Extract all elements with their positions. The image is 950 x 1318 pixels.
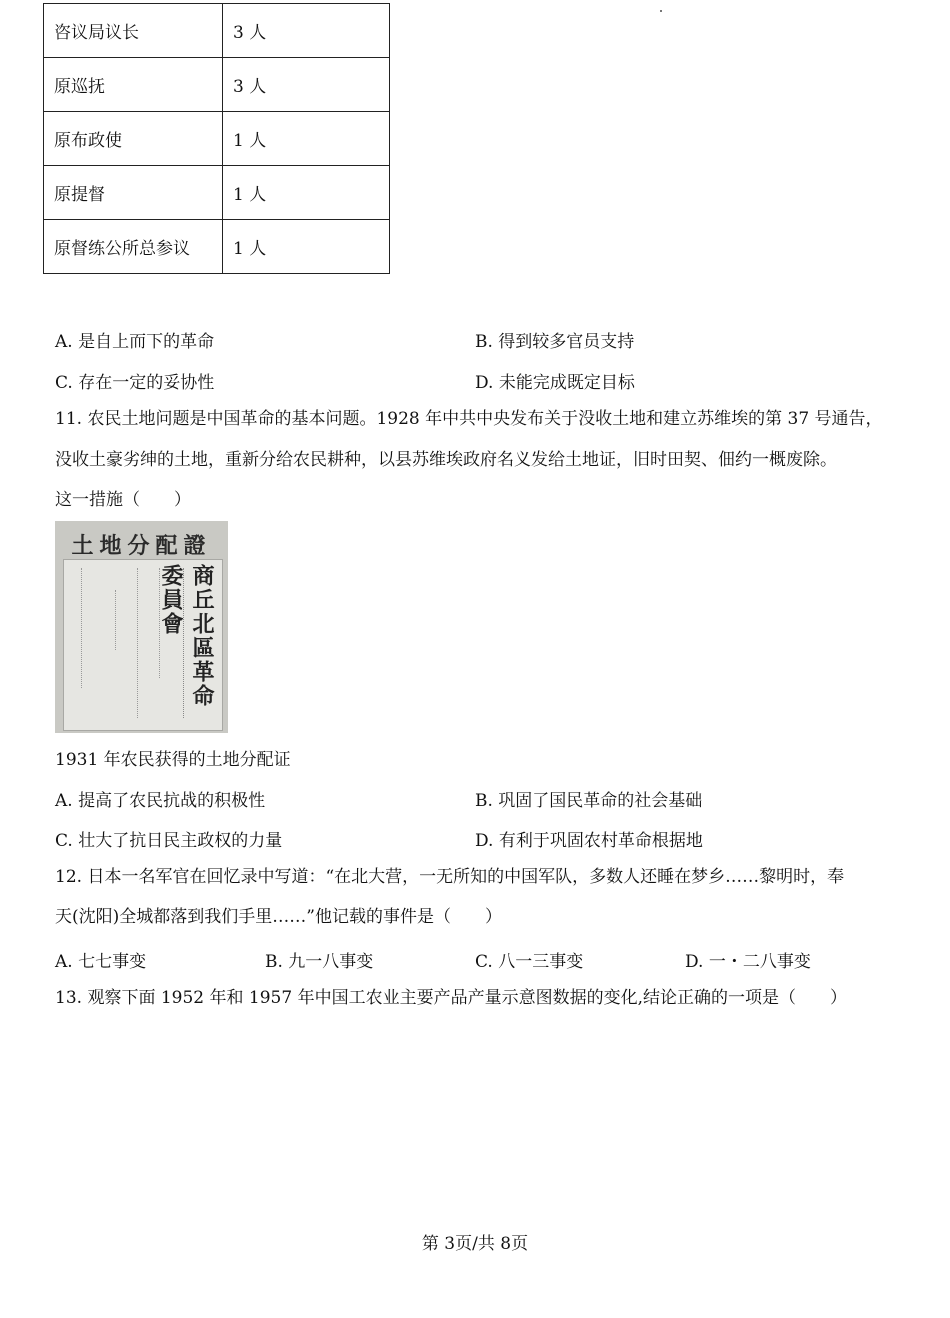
q12-stem-line1: 12. 日本一名军官在回忆录中写道：“在北大营，一无所知的中国军队，多数人还睡在梦乡……黎明时，奉 xyxy=(55,867,845,887)
table-row xyxy=(44,220,390,274)
certificate-issuer-column: 商丘北區革命委員會 xyxy=(158,564,215,708)
official-title-cell: 原督练公所总参议 xyxy=(44,220,223,274)
certificate-panel xyxy=(63,559,223,731)
table-row xyxy=(44,4,390,58)
certificate-handwriting xyxy=(101,590,116,650)
certificate-handwriting xyxy=(169,568,184,718)
official-title-cell: 原提督 xyxy=(44,166,223,220)
official-title-cell: 原布政使 xyxy=(44,112,223,166)
official-title-cell: 原巡抚 xyxy=(44,58,223,112)
q10-option-d[interactable]: D. 未能完成既定目标 xyxy=(475,373,635,393)
official-count-cell: 1 人 xyxy=(223,220,390,274)
certificate-handwriting xyxy=(69,568,82,688)
q12-option-a[interactable]: A. 七七事变 xyxy=(55,952,147,972)
table-row xyxy=(44,112,390,166)
q12-option-d[interactable]: D. 一・二八事变 xyxy=(685,952,811,972)
q11-option-a[interactable]: A. 提高了农民抗战的积极性 xyxy=(55,791,266,811)
official-count-cell: 3 人 xyxy=(223,4,390,58)
q12-option-b[interactable]: B. 九一八事变 xyxy=(265,952,374,972)
table-row xyxy=(44,166,390,220)
q11-option-c[interactable]: C. 壮大了抗日民主政权的力量 xyxy=(55,831,283,851)
q10-option-a[interactable]: A. 是自上而下的革命 xyxy=(55,332,215,352)
q12-option-c[interactable]: C. 八一三事变 xyxy=(475,952,584,972)
certificate-handwriting xyxy=(145,568,160,678)
official-count-cell: 3 人 xyxy=(223,58,390,112)
photo-caption: 1931 年农民获得的土地分配证 xyxy=(55,750,291,770)
q11-option-d[interactable]: D. 有利于巩固农村革命根据地 xyxy=(475,831,703,851)
table-row xyxy=(44,58,390,112)
official-title-cell: 咨议局议长 xyxy=(44,4,223,58)
q12-stem-line2: 天(沈阳)全城都落到我们手里……”他记载的事件是（ ） xyxy=(55,907,502,927)
page-footer: 第 3页/共 8页 xyxy=(421,1234,529,1254)
land-certificate-photo xyxy=(55,521,228,733)
certificate-handwriting xyxy=(123,568,138,718)
q13-stem-line1: 13. 观察下面 1952 年和 1957 年中国工农业主要产品产量示意图数据的变化,结论正确的一项是（ ） xyxy=(55,988,847,1008)
certificate-header: 土地分配證 xyxy=(71,533,212,559)
q11-option-b[interactable]: B. 巩固了国民革命的社会基础 xyxy=(475,791,703,811)
q10-option-b[interactable]: B. 得到较多官员支持 xyxy=(475,332,635,352)
stray-dot xyxy=(660,10,662,12)
q11-stem-line2: 没收土豪劣绅的土地，重新分给农民耕种，以县苏维埃政府名义发给土地证，旧时田契、佃约一概废除。 xyxy=(55,450,837,470)
official-count-cell: 1 人 xyxy=(223,112,390,166)
official-count-cell: 1 人 xyxy=(223,166,390,220)
officials-table xyxy=(43,3,390,274)
q11-stem-line3: 这一措施（ ） xyxy=(55,490,191,510)
q10-option-c[interactable]: C. 存在一定的妥协性 xyxy=(55,373,215,393)
q11-stem-line1: 11. 农民土地问题是中国革命的基本问题。1928 年中共中央发布关于没收土地和建立苏维埃的第 37 号通告， xyxy=(55,409,883,429)
